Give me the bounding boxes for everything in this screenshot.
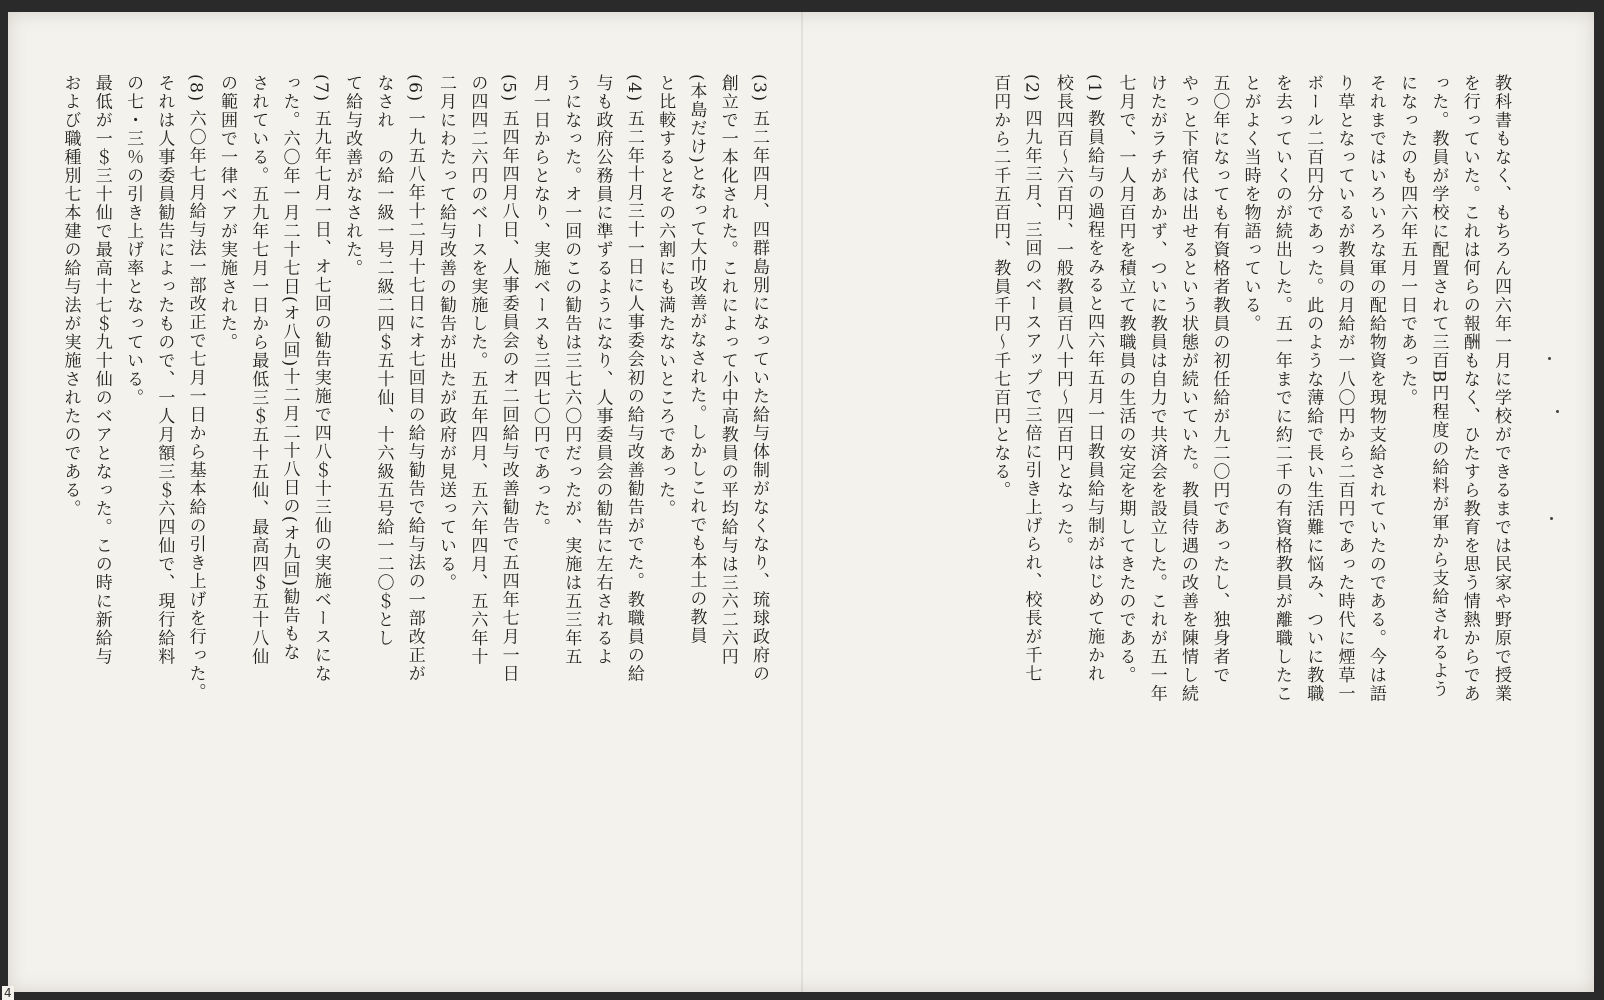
text-line: 五〇年になっても有資格者教員の初任給が九二〇円であったし、独身者で	[1209, 74, 1230, 685]
text-line: (1) 教員給与の過程をみると四六年五月一日教員給与制がはじめて施かれ	[1084, 74, 1105, 683]
text-line: (3) 五二年四月、四群島別になっていた給与体制がなくなり、琉球政府の	[749, 74, 769, 683]
text-line: なされ の給一級一号二級二四＄五十仙、十六級五号給一二〇＄とし	[373, 74, 394, 648]
text-line: (8) 六〇年七月給与法一部改正で七月一日から基本給の引き上げを行った。	[185, 74, 206, 702]
text-line: った。六〇年一月二十七日(オ八回)十二月二十八日の(オ九回)勧告もな	[279, 74, 300, 662]
text-line: った。教員が学校に配置されて三百B円程度の給料が軍から支給されるよう	[1428, 74, 1449, 699]
text-line: り草となっているが教員の月給が一八〇円から二百円であった時代に煙草一	[1334, 74, 1355, 703]
text-line: それまではいろいろな軍の配給物資を現物支給されていたのである。今は語	[1365, 74, 1386, 703]
text-line: (7) 五九年七月一日、オ七回の勧告実施で四八＄十三仙の実施ベースにな	[310, 74, 331, 683]
text-line: 創立で一本化された。これによって小中高教員の平均給与は三六二六円	[717, 74, 738, 666]
text-line: および職種別七本建の給与法が実施されたのである。	[60, 74, 81, 518]
margin-mark	[1556, 410, 1559, 413]
margin-mark	[1550, 517, 1553, 520]
text-line: の四四二六円のベースを実施した。五五年四月、五六年四月、五六年十	[467, 74, 488, 666]
text-line: になったのも四六年五月一日であった。	[1397, 74, 1418, 407]
document-sheet	[8, 12, 1594, 992]
text-line: の範囲で一律ベアが実施された。	[216, 74, 237, 352]
text-line: 校長四百～六百円、一般教員百八十円～四百円となった。	[1052, 74, 1073, 555]
text-line: と比較するとその六割にも満たないところであった。	[655, 74, 676, 518]
page-number: 4	[4, 986, 12, 1000]
text-line: 最低が一＄三十仙で最高十七＄九十仙のベアとなった。この時に新給与	[91, 74, 112, 666]
text-line: (6) 一九五八年十二月十七日にオ七回目の給与勧告で給与法の一部改正が	[404, 74, 425, 683]
text-line: (4) 五二年十月三十一日に人事委会初の給与改善勧告がでた。教職員の給	[623, 74, 644, 683]
right-page-text	[866, 74, 1516, 964]
margin-mark	[1548, 357, 1551, 360]
text-line: 二月にわたって給与改善の勧告が出たが政府が見送っている。	[436, 74, 457, 592]
text-line: うになった。オ一回のこの勧告は三七六〇円だったが、実施は五三年五	[561, 74, 582, 666]
text-line: 月一日からとなり、実施ベースも三四七〇円であった。	[529, 74, 550, 537]
text-line: (5) 五四年四月八日、人事委員会のオ二回給与改善勧告で五四年七月一日	[498, 74, 519, 683]
text-line: ボール二百円分であった。此のような薄給で長い生活難に悩み、ついに教職	[1303, 74, 1324, 703]
text-line: やっと下宿代は出せるという状態が続いていた。教員待遇の改善を陳情し続	[1178, 74, 1199, 703]
text-line: けたがラチがあかず、ついに教員は自力で共済会を設立した。これが五一年	[1146, 74, 1167, 703]
text-line: 七月で、一人月百円を積立て教職員の生活の安定を期してきたのである。	[1115, 74, 1136, 685]
text-line: とがよく当時を物語っている。	[1240, 74, 1261, 333]
text-line: を去っていくのが続出した。五一年までに約二千の有資格教員が離職したこ	[1271, 74, 1292, 703]
text-line: の七・三％の引き上げ率となっている。	[123, 74, 144, 407]
text-line: 与も政府公務員に準ずるようになり、人事委員会の勧告に左右されるよ	[592, 74, 613, 666]
text-line: されている。五九年七月一日から最低三＄五十五仙、最高四＄五十八仙	[248, 74, 269, 666]
text-line: (2) 四九年三月、三回のベースアップで三倍に引き上げられ、校長が千七	[1021, 74, 1042, 683]
page-fold	[801, 12, 803, 992]
text-line: て給与改善がなされた。	[342, 74, 363, 278]
left-page-text	[54, 74, 774, 964]
text-line: それは人事委員勧告によったもので、一人月額三＄六四仙で、現行給料	[154, 74, 175, 666]
text-line: を行っていた。これは何らの報酬もなく、ひたすら教育を思う情熱からであ	[1459, 74, 1480, 703]
text-line: (本島だけ)となって大巾改善がなされた。しかしこれでも本土の教員	[686, 74, 707, 646]
text-line: 教科書もなく、もちろん四六年一月に学校ができるまでは民家や野原で授業	[1491, 74, 1511, 703]
text-line: 百円から二千五百円、教員千円～千七百円となる。	[990, 74, 1011, 500]
